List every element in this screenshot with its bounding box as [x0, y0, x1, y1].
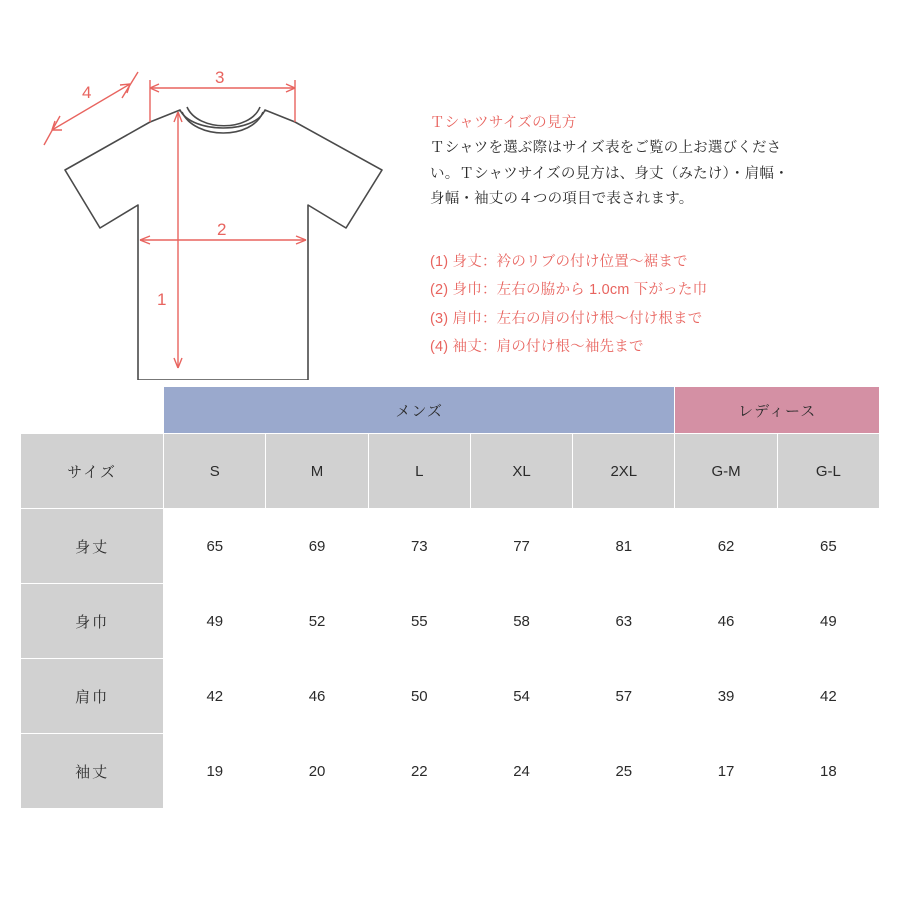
dimension-label-1: 1	[157, 290, 167, 309]
cell-katahaba-xl: 54	[470, 659, 572, 734]
legend-item-4: (4) 袖丈：肩の付け根〜袖先まで	[430, 338, 644, 355]
cell-mitake-l: 73	[368, 509, 470, 584]
cell-mitake-xl: 77	[470, 509, 572, 584]
cell-katahaba-l: 50	[368, 659, 470, 734]
cell-mihaba-xl: 58	[470, 584, 572, 659]
dimension-marker-4	[44, 72, 138, 145]
tshirt-diagram-svg	[30, 50, 430, 380]
tshirt-outline	[65, 110, 382, 380]
header-size-s: S	[164, 434, 266, 509]
header-size-label: サイズ	[21, 434, 164, 509]
cell-katahaba-m: 46	[266, 659, 368, 734]
table-row	[21, 509, 880, 584]
cell-mihaba-2xl: 63	[573, 584, 675, 659]
group-ladies-header: レディース	[675, 387, 880, 434]
explanation-line-2: い。Ｔシャツサイズの見方は、身丈（みたけ）・肩幅・	[430, 165, 789, 182]
table-header-row	[21, 434, 880, 509]
cell-mihaba-l: 55	[368, 584, 470, 659]
cell-mihaba-gm: 46	[675, 584, 777, 659]
row-label-mitake: 身丈	[21, 509, 164, 584]
cell-mitake-gm: 62	[675, 509, 777, 584]
table-row	[21, 734, 880, 809]
legend-block	[430, 248, 890, 361]
cell-katahaba-gl: 42	[777, 659, 879, 734]
legend-item-3: (3) 肩巾：左右の肩の付け根〜付け根まで	[430, 310, 703, 327]
dimension-label-2: 2	[217, 220, 227, 239]
header-size-l: L	[368, 434, 470, 509]
table-row	[21, 659, 880, 734]
cell-sodetake-m: 20	[266, 734, 368, 809]
cell-mihaba-s: 49	[164, 584, 266, 659]
header-size-gl: G-L	[777, 434, 879, 509]
cell-katahaba-s: 42	[164, 659, 266, 734]
explanation-block	[430, 112, 880, 213]
cell-sodetake-l: 22	[368, 734, 470, 809]
row-label-mihaba: 身巾	[21, 584, 164, 659]
cell-mitake-s: 65	[164, 509, 266, 584]
cell-sodetake-2xl: 25	[573, 734, 675, 809]
dimension-label-4: 4	[82, 83, 92, 102]
table-group-row	[21, 387, 880, 434]
cell-katahaba-2xl: 57	[573, 659, 675, 734]
header-size-gm: G-M	[675, 434, 777, 509]
header-size-xl: XL	[470, 434, 572, 509]
cell-katahaba-gm: 39	[675, 659, 777, 734]
cell-sodetake-gm: 17	[675, 734, 777, 809]
row-label-sodetake: 袖丈	[21, 734, 164, 809]
explanation-line-3: 身幅・袖丈の４つの項目で表されます。	[430, 191, 694, 208]
cell-sodetake-gl: 18	[777, 734, 879, 809]
dimension-label-3: 3	[215, 68, 225, 87]
row-label-katahaba: 肩巾	[21, 659, 164, 734]
cell-mitake-2xl: 81	[573, 509, 675, 584]
group-blank-cell	[21, 387, 164, 434]
header-size-2xl: 2XL	[573, 434, 675, 509]
explanation-title: Ｔシャツサイズの見方	[430, 115, 577, 131]
explanation-line-1: Ｔシャツを選ぶ際はサイズ表をご覧の上お選びくださ	[430, 140, 782, 157]
cell-sodetake-s: 19	[164, 734, 266, 809]
cell-mitake-gl: 65	[777, 509, 879, 584]
header-size-m: M	[266, 434, 368, 509]
cell-mihaba-m: 52	[266, 584, 368, 659]
cell-mihaba-gl: 49	[777, 584, 879, 659]
size-table	[20, 386, 880, 809]
group-mens-header: メンズ	[164, 387, 675, 434]
cell-mitake-m: 69	[266, 509, 368, 584]
legend-item-2: (2) 身巾：左右の脇から 1.0cm 下がった巾	[430, 282, 708, 299]
dimension-marker-2	[140, 220, 306, 244]
cell-sodetake-xl: 24	[470, 734, 572, 809]
legend-item-1: (1) 身丈：衿のリブの付け位置〜裾まで	[430, 254, 688, 270]
table-row	[21, 584, 880, 659]
